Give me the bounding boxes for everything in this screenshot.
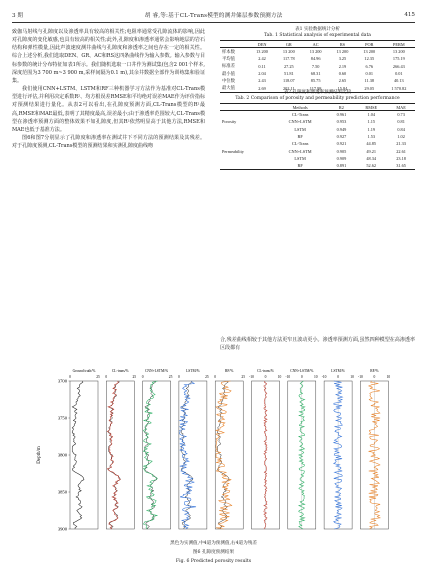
track-tick-label: 0 [214, 375, 217, 379]
paragraph: 致伽马射线与孔隙度以及渗透率具有较高的相关性;电阻率通常受孔隙流体的影响,因此对孔隙度的变化敏感,也具有较高的相关性;此外,孔隙度和渗透率通常会影响地层的岩石结构和弹性模量,因此声波速度测井曲线与孔隙度和渗透率之间也存在一定的相关性。综合上述分析,我们选取DEN、GR、AC和RS这四条曲线作为输入参数。输入参数与目标参数的统计分布特征如表1所示。我们随机选取一口井作为测试集(包含2 001个样本,深度范围为3 700 m~3 900 m,采样间隔为0.1 m),其余井数据全部作为训练集和验证集。 [12, 29, 205, 84]
table1-cell: 84.96 [310, 56, 321, 62]
table1-cell: 12.35 [364, 56, 375, 62]
table1-cell: 117.78 [282, 56, 295, 62]
table2 [220, 103, 415, 171]
table1-cell: 2.42 [258, 56, 266, 62]
table1-cell: 202.11 [282, 85, 295, 91]
table2-group-label [220, 125, 273, 132]
table1-body [220, 48, 415, 92]
table1-cell: 27.25 [283, 63, 294, 69]
table1-cell: 29.05 [364, 85, 375, 91]
track-label: Ground truth/% [72, 369, 96, 373]
track-label: CNN+LSTM/% [144, 369, 169, 373]
table1-header-cell: GR [285, 41, 292, 47]
table2-cell: 0.961 [336, 112, 347, 118]
track-label: CL-trans/% [257, 369, 274, 373]
track-label: LSTM/% [331, 369, 345, 373]
table2-row [220, 118, 415, 125]
table1-cell: 15.84 [337, 85, 348, 91]
table2-header-cell: MAE [396, 104, 406, 110]
table2-cell: LSTM [294, 156, 306, 162]
track-tick-label: 25 [168, 375, 173, 379]
table1-row [220, 62, 415, 69]
table2-group-label [220, 155, 273, 162]
track-curve [143, 381, 157, 529]
table1-row [220, 48, 415, 55]
table2-body [220, 111, 415, 170]
table1-cell: 40.13 [394, 78, 404, 84]
table2-cell: 0.905 [336, 148, 347, 154]
table1-caption-cn: 表1 实验数据统计分析 [295, 27, 340, 32]
table1-cell: 最大值 [222, 85, 235, 91]
track-tick-label: 25 [241, 375, 245, 379]
table1-cell: 117.98 [309, 85, 322, 91]
track-tick-label: -10 [249, 375, 254, 379]
y-axis-label: Depth/m [37, 446, 42, 464]
track-curve [216, 381, 232, 529]
track-label: CL-trans/% [111, 369, 129, 373]
table1-cell: 118.07 [282, 78, 295, 84]
paragraph: 图6和图7分别显示了孔隙度和渗透率在测试井下不同方法的预测结果及其残差。对于孔隙度预测,CL-Trans模型的预测结果和实测孔隙度曲线吻 [12, 135, 205, 150]
track-label: LSTM/% [186, 369, 200, 373]
table2-cell: 0.953 [336, 119, 347, 125]
table2-cell: 44.85 [366, 141, 377, 147]
track-label: RF/% [370, 369, 379, 373]
table2-row [220, 125, 415, 132]
table2-cell: 0.73 [397, 112, 405, 118]
table1-cell: 13 200 [392, 49, 405, 55]
left-column [12, 28, 205, 150]
table2-cell: 0.84 [397, 126, 405, 132]
table2-header-cell: RMSE [365, 104, 378, 110]
depth-tick-label: 3700 [57, 378, 67, 384]
track-tick-label: -10 [321, 375, 327, 379]
table1-cell: 3.25 [338, 56, 347, 62]
table1-cell: 7.50 [311, 63, 320, 69]
table1-cell: 样本数 [222, 48, 235, 54]
table2-row [220, 155, 415, 162]
page-number: 415 [404, 12, 415, 18]
table1-cell: 0.60 [338, 71, 347, 77]
table1-header-row [220, 40, 415, 47]
track-tick-label: 0 [69, 375, 71, 379]
depth-tick-label: 3900 [57, 526, 67, 532]
track-curve [72, 381, 84, 529]
track-tick-label: 0 [337, 375, 339, 379]
table1-cell: 13 200 [336, 49, 349, 55]
table1-cell: 2.19 [338, 63, 347, 69]
track-tick-label: 0 [141, 375, 144, 379]
table1-cell: 68.31 [310, 71, 321, 77]
depth-tick-label: 3750 [57, 415, 67, 421]
table1-cell: 0.01 [395, 71, 403, 77]
table1-cell: 13 200 [256, 49, 268, 55]
table1-header-cell: PERM [392, 41, 405, 47]
table2-row [220, 111, 415, 118]
table1-header-cell [220, 40, 249, 47]
ground-truth-overlay [109, 381, 121, 529]
table1-cell: 1 570.82 [391, 85, 407, 91]
table2-group-label [220, 140, 273, 147]
table1-row [220, 70, 415, 77]
table2-group-label: Permeability [222, 148, 244, 154]
table2-cell: 1.02 [397, 134, 405, 140]
table1-cell: 2.43 [258, 78, 266, 84]
track-tick-label: 0 [105, 375, 108, 379]
table1-cell: 13 200 [282, 49, 295, 55]
depth-tick-label: 3850 [57, 489, 67, 495]
table2-row [220, 148, 415, 155]
table1-row [220, 77, 415, 84]
table1-header-cell: DEN [257, 41, 267, 47]
table1-cell: 最小值 [222, 70, 235, 76]
table2-cell: 52.62 [366, 163, 377, 169]
track-frame [70, 381, 98, 529]
track-tick-label: 0 [373, 375, 376, 379]
header-rule [12, 22, 415, 23]
table2-cell: 21.33 [396, 141, 406, 147]
table1-header-cell: POR [365, 41, 374, 47]
table2-header-cell: Methods [292, 104, 308, 110]
table1-cell: 0.01 [365, 71, 374, 77]
table1-cell: 11.38 [364, 78, 375, 84]
table1-cell: 13 200 [309, 49, 322, 55]
table2-cell: 48.34 [366, 156, 377, 162]
paragraph: 我们使用CNN+LSTM、LSTM和RF三种机器学习方法作为基准对CL-Trans模型进行评估,并利用决定系数R²、均方根误差RMSE和平均绝对误差MAE作为评价指标对预测结果进行量化。从表2可以看出,在孔隙度预测方面,CL-Trans模型的R²最高,RMSE和MAE最低,表明了其精度最高,误差最小;由于渗透率范围较大,CL-Trans模型在渗透率预测方面的整体效果不如孔隙度,但其R²依然明显高于其他方法,RMSE和MAE也低于基准方法。 [12, 86, 205, 133]
table2-group-label [220, 133, 273, 140]
table2-cell: 49.21 [366, 148, 377, 154]
table2-header-cell [220, 103, 273, 110]
table1-block [220, 27, 415, 93]
table2-row [220, 162, 415, 169]
track-tick-label: 10 [277, 375, 282, 379]
track-label: RF/% [225, 369, 234, 373]
table2-group-label [220, 162, 273, 169]
track-tick-label: 10 [314, 375, 318, 379]
table2-cell: 0.927 [336, 134, 347, 140]
figure-6-plot [30, 367, 397, 539]
table2-block [220, 90, 415, 170]
table2-group-label: Porosity [222, 119, 237, 125]
table2-cell: CL-Trans [291, 141, 309, 147]
right-column-text [220, 336, 415, 352]
table2-cell: 1.15 [367, 119, 375, 125]
figure-caption-en: Fig. 6 Predicted porosity results [175, 559, 252, 564]
table1-cell: 2.65 [338, 78, 347, 84]
table1-header-cell: RS [339, 41, 346, 47]
track-tick-label: 25 [96, 375, 100, 379]
track-tick-label: 10 [350, 375, 354, 379]
table2-group-label [220, 111, 273, 118]
table2-cell: 0.909 [336, 156, 347, 162]
table1-cell: 85.75 [310, 78, 321, 84]
table1-cell: 2.69 [258, 85, 266, 91]
table2-cell: CNN+LSTM [288, 119, 312, 125]
track-label: CNN+LSTM/% [290, 369, 314, 373]
table2-cell: 31.65 [396, 163, 406, 169]
table2-cell: 1.19 [367, 126, 375, 132]
table1-header-cell: AC [312, 41, 319, 47]
track-tick-label: 0 [300, 375, 303, 379]
table2-cell: LSTM [294, 126, 306, 132]
table2-cell: 22.61 [396, 148, 406, 154]
table1-caption-en: Tab. 1 Statistical analysis of experimental data [264, 33, 371, 39]
figure-note: 黑色为实测值,中4道为预测值,右4道为残差 [170, 541, 257, 546]
table2-caption-en: Tab. 2 Comparison of porosity and permeability prediction performance [235, 96, 400, 102]
table1-cell: 51.81 [283, 71, 294, 77]
table2-cell: 0.921 [336, 141, 347, 147]
table2-cell: CL-Trans [291, 112, 309, 118]
table2-cell: 0.891 [336, 163, 347, 169]
table1-cell: 266.43 [392, 63, 405, 69]
table1-cell: 中位数 [222, 77, 235, 83]
table1-row [220, 55, 415, 62]
table2-cell: RF [297, 163, 303, 169]
track-tick-label: 25 [132, 375, 137, 379]
table1-cell: 6.76 [365, 63, 374, 69]
table1 [220, 40, 415, 93]
table2-cell: RF [297, 134, 303, 140]
track-tick-label: 0 [178, 375, 180, 379]
table1-cell: 标准差 [222, 63, 235, 69]
table2-cell: 1.53 [367, 134, 375, 140]
track-frame [106, 381, 134, 529]
table2-cell: CNN+LSTM [288, 148, 312, 154]
track-tick-label: 25 [205, 375, 209, 379]
paragraph: 合,残差曲线相较于其他方法更窄且波动更小。渗透率预测方面,虽然四种模型在高渗透率区段都有 [220, 337, 415, 352]
table1-cell: 平均值 [222, 55, 235, 61]
issue-label: 3 期 [12, 13, 23, 19]
table2-row [220, 133, 415, 140]
table2-caption-cn: 表2 孔隙度和渗透率预测结果比较 [283, 90, 352, 95]
table2-cell: 23.18 [396, 156, 406, 162]
depth-tick-label: 3800 [57, 452, 67, 458]
table2-row [220, 140, 415, 147]
table2-cell: 0.81 [397, 119, 405, 125]
track-tick-label: -10 [285, 375, 291, 379]
table1-cell: 175.19 [392, 56, 405, 62]
running-header [12, 9, 415, 21]
running-title: 胡 睿,等:基于CL-Trans模型的测井储层参数预测方法 [144, 13, 283, 19]
track-tick-label: -10 [358, 375, 363, 379]
table1-cell: 0.11 [258, 63, 266, 69]
track-curve [180, 381, 196, 529]
table2-cell: 1.04 [367, 112, 375, 118]
track-tick-label: 10 [386, 375, 391, 379]
figure-caption-cn: 图6 孔隙度预测结果 [192, 550, 235, 555]
table2-header-cell: R2 [338, 104, 344, 110]
table1-cell: 2.04 [258, 71, 266, 77]
table2-header-row [220, 103, 415, 110]
table2-cell: 0.949 [336, 126, 347, 132]
track-tick-label: 0 [264, 375, 267, 379]
table1-cell: 13 200 [363, 49, 376, 55]
